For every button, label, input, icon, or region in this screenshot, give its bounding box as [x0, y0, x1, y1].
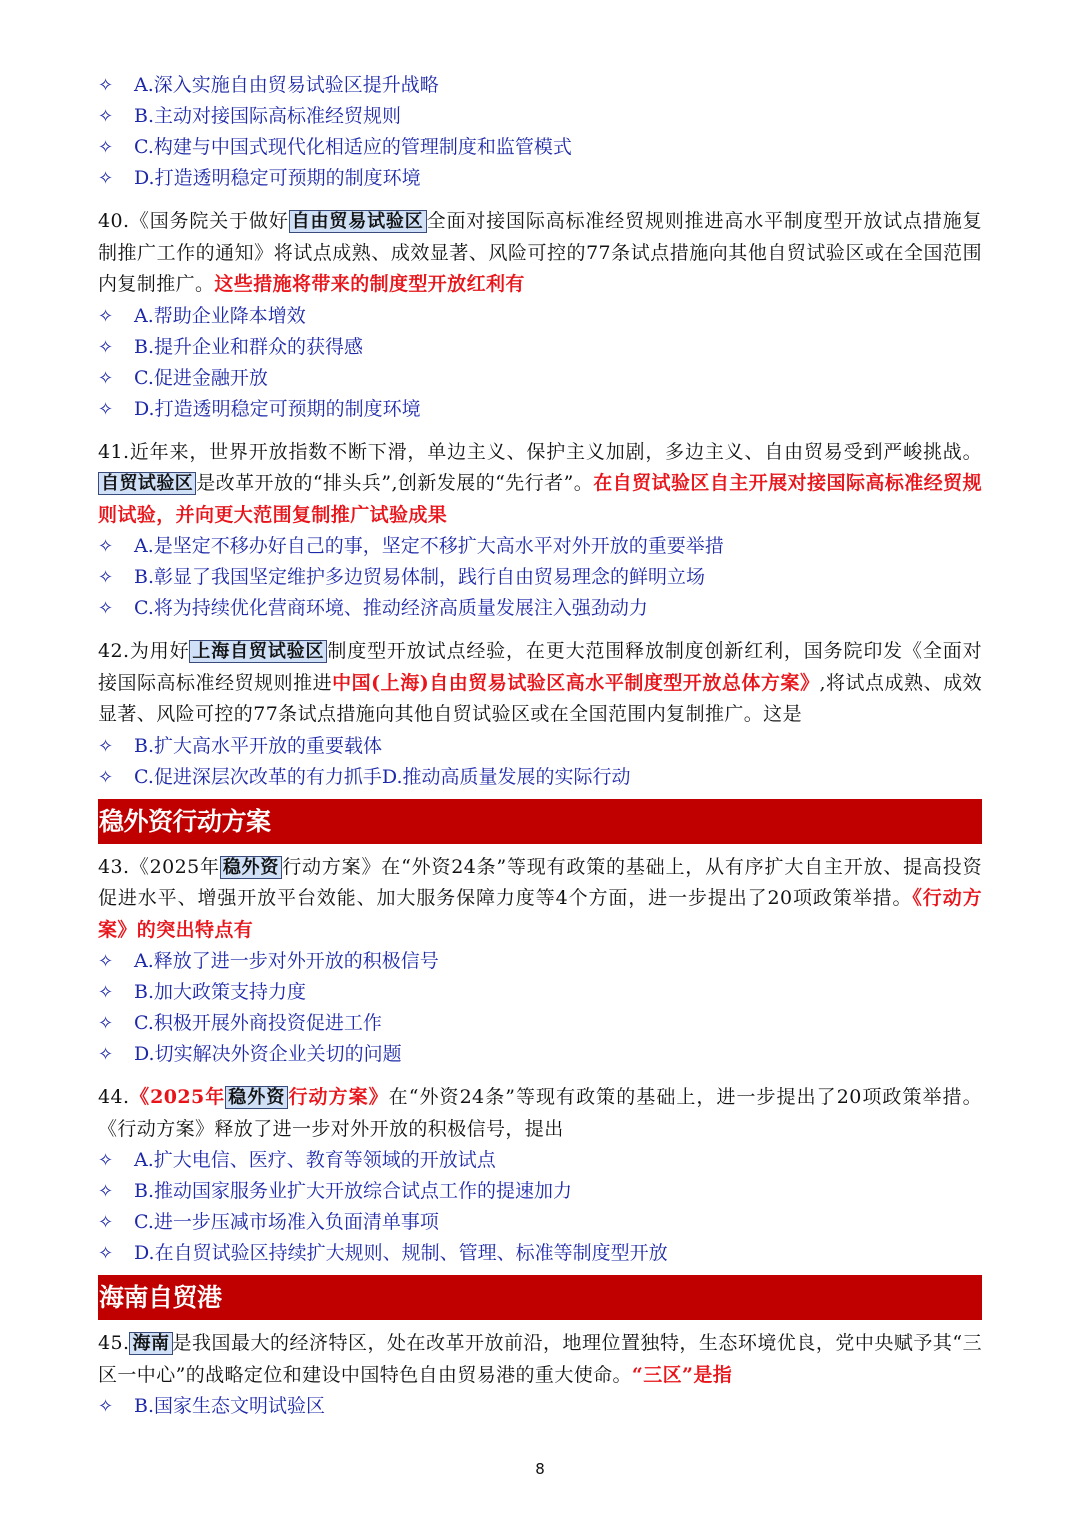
option-item: ✧ B.提升企业和群众的获得感 [98, 332, 982, 363]
q40-options [98, 301, 982, 425]
diamond-bullet-icon: ✧ [98, 1243, 114, 1264]
option-item: ✧ B.彰显了我国坚定维护多边贸易体制，践行自由贸易理念的鲜明立场 [98, 562, 982, 593]
keyword-highlight: 自贸试验区 [98, 472, 196, 495]
section-header: 稳外资行动方案 [98, 799, 982, 844]
option-item: ✧ B.推动国家服务业扩大开放综合试点工作的提速加力 [98, 1176, 982, 1207]
q39-options [98, 70, 982, 194]
option-item: ✧ D.打造透明稳定可预期的制度环境 [98, 394, 982, 425]
option-item: ✧ C.构建与中国式现代化相适应的管理制度和监管模式 [98, 132, 982, 163]
option-item: ✧ C.积极开展外商投资促进工作 [98, 1008, 982, 1039]
option-item: ✧ A.释放了进一步对外开放的积极信号 [98, 946, 982, 977]
question-prompt: 这些措施将带来的制度型开放红利有 [214, 273, 525, 295]
question-40: 40.《国务院关于做好 自由贸易试验区 全面对接国际高标准经贸规则推进高水平制度型开放试点措施复制推广工作的通知》将试点成熟、成效显著、风险可控的77条试点措施向其他自贸试验区或在全国范围内复制推广。这些措施将带来的制度型开放红利有 [98, 210, 982, 295]
option-item: ✧ C.进一步压减市场准入负面清单事项 [98, 1207, 982, 1238]
diamond-bullet-icon: ✧ [98, 106, 114, 127]
option-item: ✧ D.在自贸试验区持续扩大规则、规制、管理、标准等制度型开放 [98, 1238, 982, 1269]
diamond-bullet-icon: ✧ [98, 536, 114, 557]
diamond-bullet-icon: ✧ [98, 305, 114, 327]
diamond-bullet-icon: ✧ [98, 1212, 114, 1233]
diamond-bullet-icon: ✧ [98, 1044, 114, 1065]
question-prompt: “三区”是指 [631, 1363, 733, 1386]
diamond-bullet-icon: ✧ [98, 1013, 114, 1034]
diamond-bullet-icon: ✧ [98, 168, 114, 189]
option-item: ✧ C.促进深层次改革的有力抓手D.推动高质量发展的实际行动 [98, 762, 982, 793]
diamond-bullet-icon: ✧ [98, 951, 114, 972]
question-41: 41.近年来，世界开放指数不断下滑，单边主义、保护主义加剧，多边主义、自由贸易受到严峻挑战。自贸试验区 是改革开放的“排头兵”,创新发展的“先行者”。在自贸试验区自主开展对接国际高标准经贸规则试验，并向更大范围复制推广试验成果 [98, 440, 982, 526]
option-item: ✧ A.深入实施自由贸易试验区提升战略 [98, 70, 982, 101]
option-item: ✧ A.是坚定不移办好自己的事，坚定不移扩大高水平对外开放的重要举措 [98, 531, 982, 562]
option-item: ✧ B.加大政策支持力度 [98, 977, 982, 1008]
question-43: 43.《2025年 稳外资 行动方案》在“外资24条”等现有政策的基础上，从有序扩大自主开放、提高投资促进水平、增强开放平台效能、加大服务保障力度等4个方面，进一步提出了20项政策举措。《行动方案》的突出特点有 [98, 855, 983, 941]
diamond-bullet-icon: ✧ [98, 735, 114, 757]
page-content [98, 70, 982, 1422]
question-42: 42.为用好 上海自贸试验区 制度型开放试点经验，在更大范围释放制度创新红利，国务院印发《全面对接国际高标准经贸规则推进中国(上海)自由贸易试验区高水平制度型开放总体方案》,将试点成熟、成效显著、风险可控的77条试点措施向其他自贸试验区或在全国范围内复制推广。这是 [98, 640, 982, 725]
q45-options [98, 1391, 982, 1422]
red-emphasis: 中国(上海)自由贸易试验区高水平制度型开放总体方案》 [332, 671, 820, 694]
option-item: ✧ A.帮助企业降本增效 [98, 301, 982, 332]
option-item: ✧ D.打造透明稳定可预期的制度环境 [98, 163, 982, 194]
diamond-bullet-icon: ✧ [98, 75, 114, 96]
diamond-bullet-icon: ✧ [98, 766, 114, 788]
diamond-bullet-icon: ✧ [98, 336, 114, 358]
diamond-bullet-icon: ✧ [98, 137, 114, 158]
q41-options [98, 531, 982, 624]
q42-options [98, 731, 982, 793]
page-number: 8 [535, 1460, 545, 1478]
q43-options [98, 946, 982, 1070]
keyword-highlight: 稳外资 [225, 1086, 288, 1109]
option-item: ✧ B.扩大高水平开放的重要载体 [98, 731, 982, 762]
keyword-highlight: 自由贸易试验区 [289, 210, 427, 233]
q44-options [98, 1145, 982, 1269]
diamond-bullet-icon: ✧ [98, 1396, 114, 1417]
question-45: 45. 海南 是我国最大的经济特区，处在改革开放前沿，地理位置独特，生态环境优良，党中央赋予其“三区一中心”的战略定位和建设中国特色自由贸易港的重大使命。“三区”是指 [98, 1332, 982, 1386]
keyword-highlight: 上海自贸试验区 [189, 640, 327, 663]
diamond-bullet-icon: ✧ [98, 367, 114, 389]
diamond-bullet-icon: ✧ [98, 598, 114, 619]
question-prompt: 在自贸试验区自主开展对接国际高标准经贸规则试验，并向更大范围复制推广试验成果 [98, 472, 982, 526]
section-header: 海南自贸港 [98, 1275, 982, 1320]
option-item: ✧ C.将为持续优化营商环境、推动经济高质量发展注入强劲动力 [98, 593, 982, 624]
diamond-bullet-icon: ✧ [98, 398, 114, 420]
diamond-bullet-icon: ✧ [98, 1150, 114, 1171]
option-item: ✧ B.国家生态文明试验区 [98, 1391, 982, 1422]
option-item: ✧ A.扩大电信、医疗、教育等领域的开放试点 [98, 1145, 982, 1176]
diamond-bullet-icon: ✧ [98, 982, 114, 1003]
option-item: ✧ B.主动对接国际高标准经贸规则 [98, 101, 982, 132]
red-emphasis: 《2025年 [129, 1086, 226, 1108]
diamond-bullet-icon: ✧ [98, 567, 114, 588]
red-emphasis: 行动方案》 [288, 1086, 389, 1108]
keyword-highlight: 海南 [129, 1332, 172, 1355]
keyword-highlight: 稳外资 [220, 856, 282, 879]
question-44: 44.《2025年 稳外资 行动方案》在“外资24条”等现有政策的基础上，进一步提出了20项政策举措。《行动方案》释放了进一步对外开放的积极信号，提出 [98, 1086, 982, 1140]
option-item: ✧ D.切实解决外资企业关切的问题 [98, 1039, 982, 1070]
diamond-bullet-icon: ✧ [98, 1181, 114, 1202]
option-item: ✧ C.促进金融开放 [98, 363, 982, 394]
question-prompt: 《行动方案》的突出特点有 [98, 887, 982, 941]
